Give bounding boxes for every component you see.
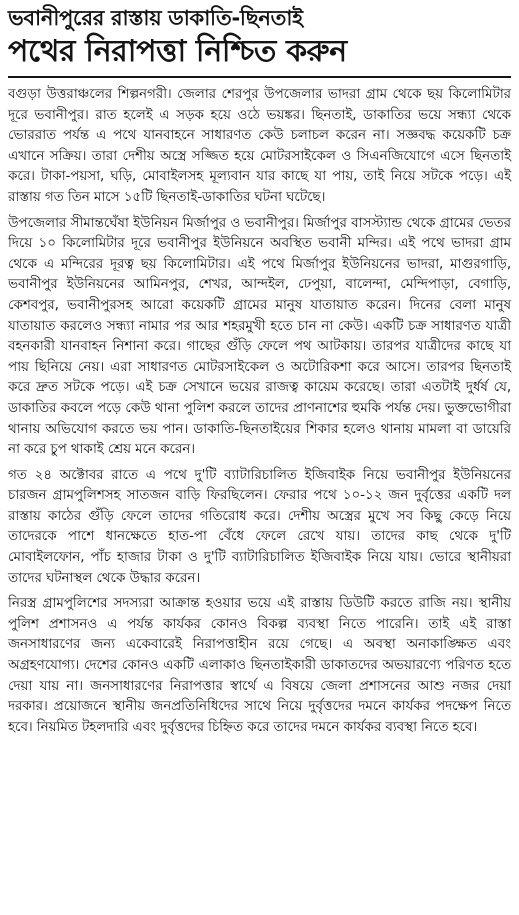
headline-main: পথের নিরাপত্তা নিশ্চিত করুন — [8, 34, 347, 69]
headline-kicker: ভবানীপুরের রাস্তায় ডাকাতি-ছিনতাই — [8, 6, 303, 30]
headline-divider — [8, 76, 511, 78]
article-paragraph-4: নিরস্ত্র গ্রামপুলিশের সদস্যরা আক্রান্ত হওয়ার ভয়ে এই রাস্তায় ডিউটি করতে রাজি নয়। স্থানীয় পুলিশ প্রশাসনও এ পর্যন্ত কার্যকর কোনও বিকল্প ব্যবস্থা নিতে পারেনি। তাই এই রাস্তা জনসাধারণের জন্য একেবারেই নিরাপত্তাহীন রয়ে গেছে। এ অবস্থা অনাকাঙ্ক্ষিত এবং অগ্রহণযোগ্য। দেশের কোনও একটি এলাকাও ছিনতাইকারী ডাকাতদের অভয়ারণ্যে পরিণত হতে দেয়া যায় না। জনসাধারণের নিরাপত্তার স্বার্থে এ বিষয়ে জেলা প্রশাসনের আশু নজর দেয়া দরকার। প্রয়োজনে স্থানীয় জনপ্রতিনিধিদের সাথে নিয়ে দুর্বৃত্তদের দমনে কার্যকর পদক্ষেপ নিতে হবে। নিয়মিত টহলদারি এবং দুর্বৃত্তদের চিহ্নিত করে তাদের দমনে কার্যকর ব্যবস্থা নিতে হবে। — [8, 595, 511, 735]
article-paragraph-2: উপজেলার সীমান্তঘেঁষা ইউনিয়ন মির্জাপুর ও ভবানীপুর। মির্জাপুর বাসস্ট্যান্ড থেকে গ্রামের ভেতর দিয়ে ১০ কিলোমিটার দূরে ভবানীপুর ইউনিয়নে অবস্থিত ভবানী মন্দির। এই পথে ভাদরা গ্রাম থেকে এ মন্দিরের দূরত্ব ছয় কিলোমিটার। এই পথে মির্জাপুর ইউনিয়নের ভাদরা, মাগুরগাড়ি, ভবানীপুর ইউনিয়নের আমিনপুর, শেখর, আন্দইল, ঢেপুয়া, বালেন্দা, মেন্দিপাড়া, বেগাড়ি, কেশবপুর, ভবানীপুরসহ আরো কয়েকটি গ্রামের মানুষ যাতায়াত করেন। দিনের বেলা মানুষ যাতায়াত করলেও সন্ধ্যা নামার পর আর শহরমুখী হতে চান না কেউ। একটি চক্র সাধারণত যাত্রী বহনকারী যানবাহন নিশানা করে। গাছের গুঁড়ি ফেলে পথ আটকায়। তারপর যাত্রীদের কাছে যা পায় ছিনিয়ে নেয়। এরা সাধারণত মোটরসাইকেল ও অটোরিকশা করে আসে। তারপর ছিনতাই করে দ্রুত সটকে পড়ে। এই চক্র সেখানে ভয়ের রাজত্ব কায়েম করেছে। তারা এতটাই দুর্ধর্ষ যে, ডাকাতির কবলে পড়ে কেউ থানা পুলিশ করলে তাদের প্রাণনাশের হুমকি পর্যন্ত দেয়। ভুক্তভোগীরা থানায় অভিযোগ করতে ভয় পান। ডাকাতি-ছিনতাইয়ের শিকার হলেও থানায় মামলা বা ডায়েরি না করে চুপ থাকাই শ্রেয় মনে করেন। — [8, 214, 511, 458]
article-body — [8, 84, 511, 737]
article-paragraph-1: বগুড়া উত্তরাঞ্চলের শিল্পনগরী। জেলার শেরপুর উপজেলার ভাদরা গ্রাম থেকে ছয় কিলোমিটার দূরে ভবানীপুর। রাত হলেই এ সড়ক হয়ে ওঠে ভয়ঙ্কর। ছিনতাই, ডাকাতির ভয়ে সন্ধ্যা থেকে ভোররাত পর্যন্ত এ পথে যানবাহনে সাধারণত কেউ চলাচল করেন না। সজ্ঞবদ্ধ কয়েকটি চক্র এখানে সক্রিয়। তারা দেশীয় অস্ত্রে সজ্জিত হয়ে মোটরসাইকেল ও সিএনজিযোগে এসে ছিনতাই করে। টাকা-পয়সা, ঘড়ি, মোবাইলসহ মূল্যবান যার কাছে যা পায়, তাই নিয়ে সটকে পড়ে। এই রাস্তায় গত তিন মাসে ১৫টি ছিনতাই-ডাকাতির ঘটনা ঘটেছে। — [8, 86, 511, 205]
article-paragraph-3: গত ২৪ অক্টোবর রাতে এ পথে দু'টি ব্যাটারিচালিত ইজিবাইক নিয়ে ভবানীপুর ইউনিয়নের চারজন গ্রামপুলিশসহ সাতজন বাড়ি ফিরছিলেন। ফেরার পথে ১০-১২ জন দুর্বৃত্তের একটি দল রাস্তায় কাঠের গুঁড়ি ফেলে তাদের গতিরোধ করে। দেশীয় অস্ত্রের মুখে সব কিছু কেড়ে নিয়ে তাদেরকে পাশে ধানক্ষেতে হাত-পা বেঁধে ফেলে রেখে যায়। তাদের কাছ থেকে দু'টি মোবাইলফোন, পাঁচ হাজার টাকা ও দু'টি ব্যাটারিচালিত ইজিবাইক নিয়ে যায়। ভোরে স্থানীয়রা তাদের ঘটনাস্থল থেকে উদ্ধার করেন। — [8, 466, 511, 586]
